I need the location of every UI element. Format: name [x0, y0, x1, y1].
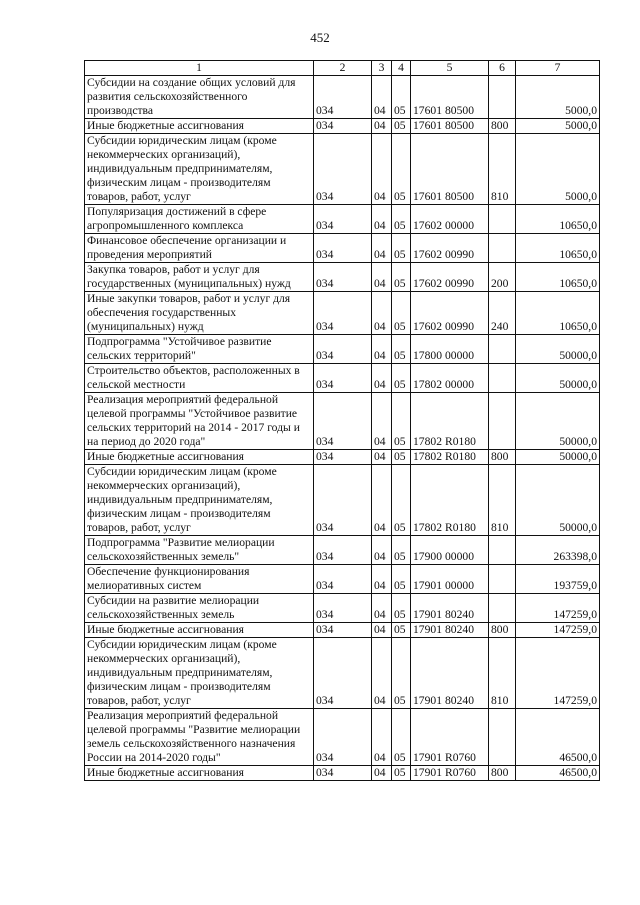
row-ministry-code: 034: [314, 263, 372, 292]
row-expense-type: [489, 205, 516, 234]
row-amount: 263398,0: [516, 536, 600, 565]
table-row: [85, 465, 600, 536]
target-article-program: 17602: [413, 277, 442, 290]
target-article-program: 17901: [413, 608, 442, 621]
row-expense-type: [489, 594, 516, 623]
target-article-program: 17602: [413, 248, 442, 261]
row-amount: 10650,0: [516, 234, 600, 263]
table-row: [85, 234, 600, 263]
row-section: 04: [372, 638, 392, 709]
table-row: [85, 623, 600, 638]
table-row: [85, 292, 600, 335]
target-article-direction: 00990: [445, 320, 474, 333]
row-section: 04: [372, 335, 392, 364]
table-row: [85, 709, 600, 766]
row-ministry-code: 034: [314, 565, 372, 594]
row-target-article: [411, 234, 489, 263]
row-ministry-code: 034: [314, 234, 372, 263]
row-subsection: 05: [392, 234, 411, 263]
row-expense-type: 810: [489, 465, 516, 536]
table-row: [85, 766, 600, 781]
table-row: [85, 638, 600, 709]
row-subsection: 05: [392, 76, 411, 119]
table-row: [85, 565, 600, 594]
row-subsection: 05: [392, 709, 411, 766]
table-row: [85, 263, 600, 292]
row-target-article: [411, 263, 489, 292]
row-name: Популяризация достижений в сфере агропромышленного комплекса: [85, 205, 314, 234]
row-target-article: [411, 393, 489, 450]
table-row: [85, 76, 600, 119]
row-section: 04: [372, 205, 392, 234]
target-article-program: 17901: [413, 766, 442, 779]
table-body: [85, 76, 600, 781]
row-target-article: [411, 709, 489, 766]
row-amount: 10650,0: [516, 263, 600, 292]
target-article-program: 17602: [413, 320, 442, 333]
row-section: 04: [372, 364, 392, 393]
target-article-direction: 80500: [445, 190, 474, 203]
row-target-article: [411, 638, 489, 709]
row-name: Строительство объектов, расположенных в сельской местности: [85, 364, 314, 393]
header-col-7: 7: [516, 61, 600, 76]
row-target-article: [411, 766, 489, 781]
target-article-direction: 00000: [445, 378, 474, 391]
target-article-program: 17601: [413, 119, 442, 132]
row-amount: 5000,0: [516, 119, 600, 134]
row-ministry-code: 034: [314, 450, 372, 465]
row-ministry-code: 034: [314, 393, 372, 450]
row-section: 04: [372, 623, 392, 638]
row-expense-type: 800: [489, 766, 516, 781]
row-amount: 50000,0: [516, 364, 600, 393]
header-col-1: 1: [85, 61, 314, 76]
row-section: 04: [372, 450, 392, 465]
row-section: 04: [372, 76, 392, 119]
budget-table: [84, 60, 600, 781]
target-article-direction: R0760: [445, 751, 476, 764]
row-subsection: 05: [392, 134, 411, 205]
row-subsection: 05: [392, 450, 411, 465]
row-expense-type: 810: [489, 638, 516, 709]
target-article-program: 17602: [413, 219, 442, 232]
row-ministry-code: 034: [314, 134, 372, 205]
row-ministry-code: 034: [314, 594, 372, 623]
row-amount: 10650,0: [516, 205, 600, 234]
row-expense-type: [489, 76, 516, 119]
row-subsection: 05: [392, 119, 411, 134]
row-expense-type: [489, 565, 516, 594]
target-article-program: 17901: [413, 694, 442, 707]
row-amount: 147259,0: [516, 623, 600, 638]
row-amount: 50000,0: [516, 393, 600, 450]
row-subsection: 05: [392, 292, 411, 335]
target-article-program: 17800: [413, 349, 442, 362]
row-target-article: [411, 623, 489, 638]
row-target-article: [411, 76, 489, 119]
row-ministry-code: 034: [314, 623, 372, 638]
row-ministry-code: 034: [314, 119, 372, 134]
row-expense-type: [489, 234, 516, 263]
row-ministry-code: 034: [314, 292, 372, 335]
row-amount: 50000,0: [516, 465, 600, 536]
header-col-3: 3: [372, 61, 392, 76]
target-article-program: 17901: [413, 623, 442, 636]
row-expense-type: 240: [489, 292, 516, 335]
row-section: 04: [372, 119, 392, 134]
row-ministry-code: 034: [314, 638, 372, 709]
table-row: [85, 364, 600, 393]
header-col-5: 5: [411, 61, 489, 76]
row-name: Обеспечение функционирования мелиоративных систем: [85, 565, 314, 594]
row-target-article: [411, 292, 489, 335]
row-amount: 147259,0: [516, 594, 600, 623]
row-amount: 50000,0: [516, 335, 600, 364]
row-amount: 193759,0: [516, 565, 600, 594]
row-section: 04: [372, 565, 392, 594]
row-section: 04: [372, 134, 392, 205]
row-name: Субсидии юридическим лицам (кроме некоммерческих организаций), индивидуальным предпринимателям, физическим лицам - производителям товаров, работ, услуг: [85, 465, 314, 536]
row-name: Подпрограмма "Развитие мелиорации сельскохозяйственных земель": [85, 536, 314, 565]
row-expense-type: 810: [489, 134, 516, 205]
target-article-program: 17901: [413, 751, 442, 764]
row-expense-type: 800: [489, 119, 516, 134]
row-subsection: 05: [392, 205, 411, 234]
target-article-direction: 00000: [445, 349, 474, 362]
row-name: Реализация мероприятий федеральной целевой программы "Развитие мелиорации земель сельскохозяйственного назначения России на 2014-2020 годы": [85, 709, 314, 766]
row-name: Иные бюджетные ассигнования: [85, 119, 314, 134]
target-article-program: 17901: [413, 579, 442, 592]
row-section: 04: [372, 709, 392, 766]
table-row: [85, 393, 600, 450]
row-section: 04: [372, 234, 392, 263]
row-subsection: 05: [392, 766, 411, 781]
target-article-direction: 00990: [445, 248, 474, 261]
row-name: Субсидии на развитие мелиорации сельскохозяйственных земель: [85, 594, 314, 623]
target-article-direction: 80240: [445, 608, 474, 621]
row-target-article: [411, 364, 489, 393]
row-ministry-code: 034: [314, 76, 372, 119]
row-amount: 147259,0: [516, 638, 600, 709]
row-name: Субсидии юридическим лицам (кроме некоммерческих организаций), индивидуальным предпринимателям, физическим лицам - производителям товаров, работ, услуг: [85, 134, 314, 205]
row-expense-type: [489, 393, 516, 450]
row-subsection: 05: [392, 364, 411, 393]
target-article-program: 17802: [413, 450, 442, 463]
row-section: 04: [372, 766, 392, 781]
target-article-program: 17601: [413, 190, 442, 203]
row-amount: 5000,0: [516, 76, 600, 119]
row-ministry-code: 034: [314, 536, 372, 565]
table-header-row: [85, 61, 600, 76]
row-target-article: [411, 594, 489, 623]
target-article-direction: 80500: [445, 119, 474, 132]
row-subsection: 05: [392, 536, 411, 565]
row-target-article: [411, 335, 489, 364]
row-section: 04: [372, 263, 392, 292]
row-ministry-code: 034: [314, 465, 372, 536]
row-subsection: 05: [392, 565, 411, 594]
row-target-article: [411, 205, 489, 234]
target-article-program: 17601: [413, 104, 442, 117]
row-expense-type: 800: [489, 450, 516, 465]
header-col-2: 2: [314, 61, 372, 76]
row-subsection: 05: [392, 393, 411, 450]
target-article-program: 17802: [413, 521, 442, 534]
row-target-article: [411, 450, 489, 465]
header-col-6: 6: [489, 61, 516, 76]
table-row: [85, 205, 600, 234]
row-name: Иные закупки товаров, работ и услуг для обеспечения государственных (муниципальных) нужд: [85, 292, 314, 335]
row-target-article: [411, 119, 489, 134]
row-target-article: [411, 565, 489, 594]
table-row: [85, 536, 600, 565]
target-article-direction: 80500: [445, 104, 474, 117]
row-section: 04: [372, 465, 392, 536]
table-row: [85, 594, 600, 623]
row-target-article: [411, 536, 489, 565]
row-name: Субсидии юридическим лицам (кроме некоммерческих организаций), индивидуальным предпринимателям, физическим лицам - производителям товаров, работ, услуг: [85, 638, 314, 709]
row-expense-type: [489, 364, 516, 393]
row-section: 04: [372, 292, 392, 335]
row-expense-type: 200: [489, 263, 516, 292]
target-article-direction: R0180: [445, 435, 476, 448]
row-name: Иные бюджетные ассигнования: [85, 766, 314, 781]
page-number: 452: [310, 30, 330, 45]
target-article-direction: R0760: [445, 766, 476, 779]
row-name: Подпрограмма "Устойчивое развитие сельских территорий": [85, 335, 314, 364]
row-subsection: 05: [392, 594, 411, 623]
row-subsection: 05: [392, 623, 411, 638]
row-subsection: 05: [392, 638, 411, 709]
row-expense-type: [489, 709, 516, 766]
target-article-direction: 00000: [445, 579, 474, 592]
row-section: 04: [372, 594, 392, 623]
row-expense-type: [489, 536, 516, 565]
target-article-direction: 80240: [445, 694, 474, 707]
target-article-program: 17802: [413, 378, 442, 391]
row-amount: 5000,0: [516, 134, 600, 205]
row-ministry-code: 034: [314, 766, 372, 781]
row-expense-type: 800: [489, 623, 516, 638]
row-name: Реализация мероприятий федеральной целевой программы "Устойчивое развитие сельских территорий на 2014 - 2017 годы и на период до 2020 года": [85, 393, 314, 450]
row-amount: 46500,0: [516, 766, 600, 781]
table-row: [85, 335, 600, 364]
row-amount: 46500,0: [516, 709, 600, 766]
row-subsection: 05: [392, 335, 411, 364]
row-ministry-code: 034: [314, 335, 372, 364]
row-ministry-code: 034: [314, 205, 372, 234]
target-article-direction: 80240: [445, 623, 474, 636]
row-ministry-code: 034: [314, 709, 372, 766]
row-target-article: [411, 134, 489, 205]
target-article-direction: 00000: [445, 219, 474, 232]
header-col-4: 4: [392, 61, 411, 76]
target-article-direction: R0180: [445, 521, 476, 534]
target-article-direction: R0180: [445, 450, 476, 463]
target-article-direction: 00990: [445, 277, 474, 290]
row-name: Иные бюджетные ассигнования: [85, 450, 314, 465]
target-article-direction: 00000: [445, 550, 474, 563]
row-section: 04: [372, 393, 392, 450]
target-article-program: 17802: [413, 435, 442, 448]
row-section: 04: [372, 536, 392, 565]
row-name: Иные бюджетные ассигнования: [85, 623, 314, 638]
row-subsection: 05: [392, 263, 411, 292]
row-amount: 50000,0: [516, 450, 600, 465]
row-target-article: [411, 465, 489, 536]
table-row: [85, 450, 600, 465]
row-subsection: 05: [392, 465, 411, 536]
row-name: Субсидии на создание общих условий для развития сельскохозяйственного производства: [85, 76, 314, 119]
row-name: Закупка товаров, работ и услуг для государственных (муниципальных) нужд: [85, 263, 314, 292]
row-name: Финансовое обеспечение организации и проведения мероприятий: [85, 234, 314, 263]
table-row: [85, 134, 600, 205]
table-row: [85, 119, 600, 134]
row-amount: 10650,0: [516, 292, 600, 335]
target-article-program: 17900: [413, 550, 442, 563]
row-ministry-code: 034: [314, 364, 372, 393]
row-expense-type: [489, 335, 516, 364]
